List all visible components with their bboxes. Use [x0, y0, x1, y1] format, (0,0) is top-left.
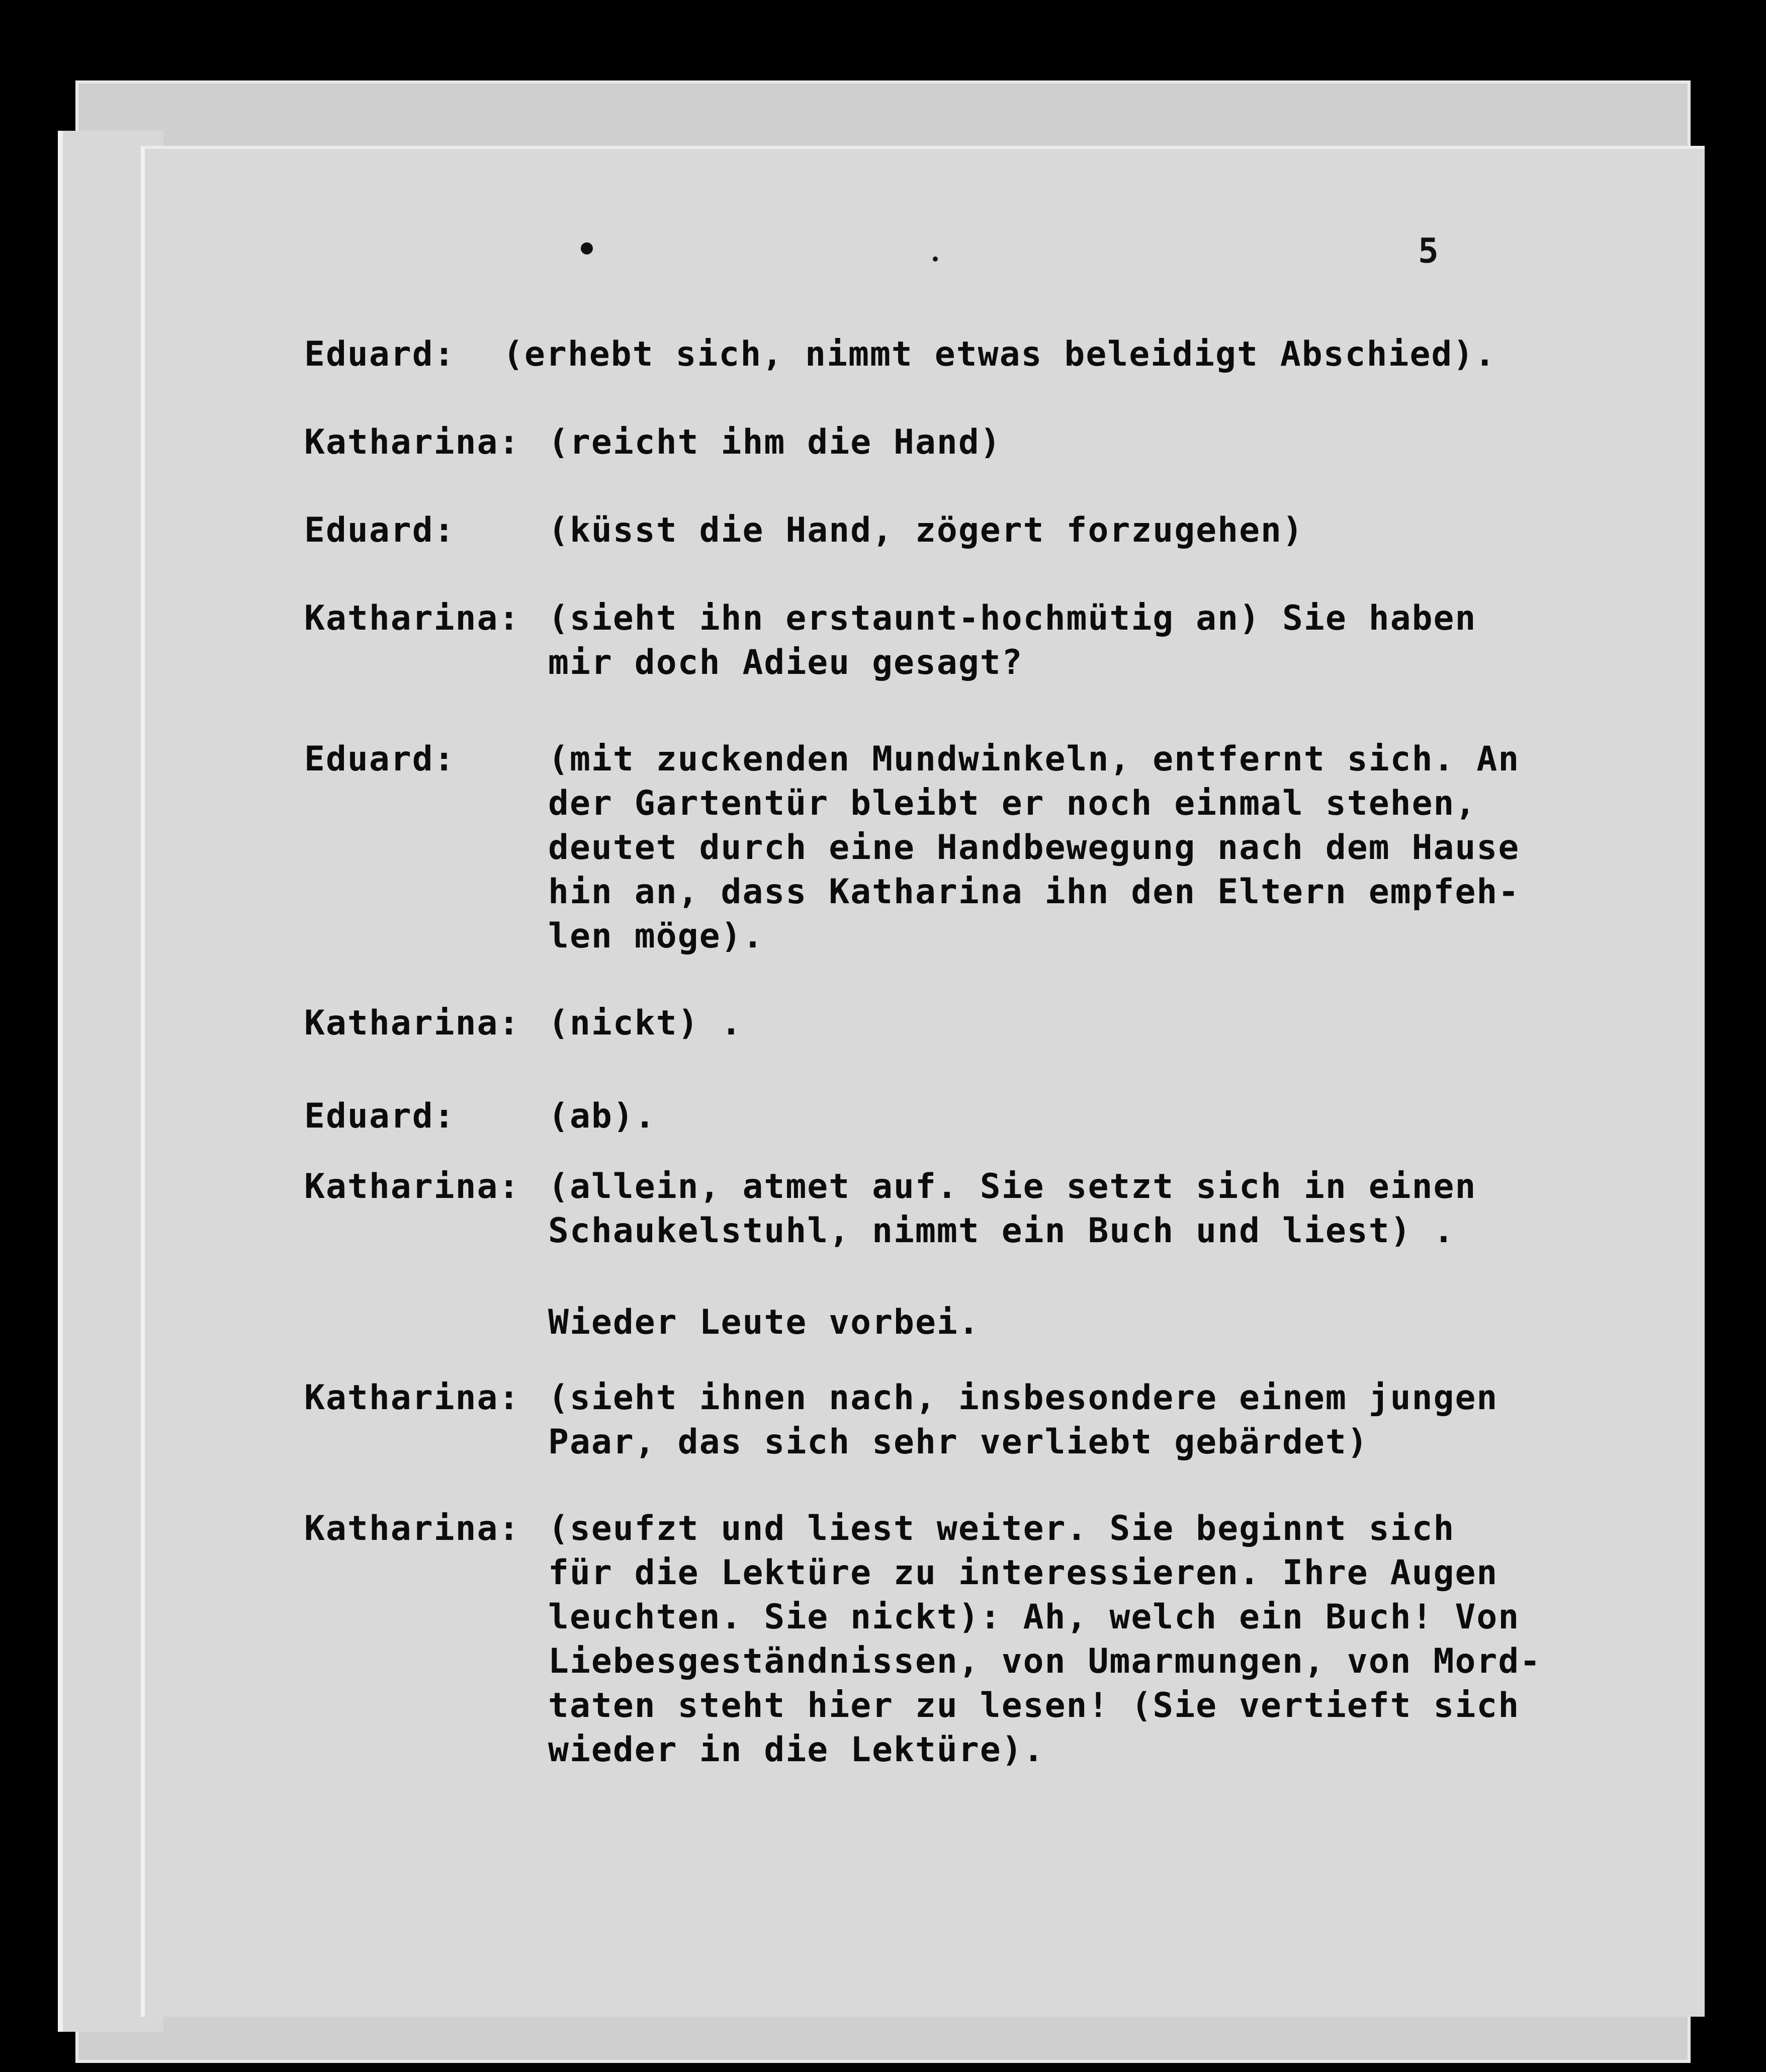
- dialogue-line: Schaukelstuhl, nimmt ein Buch und liest) .: [548, 1211, 1455, 1251]
- speaker-name: Eduard:: [304, 334, 456, 374]
- dialogue-line: (erhebt sich, nimmt etwas beleidigt Abschied).: [503, 334, 1496, 374]
- speaker-name: Eduard:: [304, 510, 456, 550]
- dialogue-line: leuchten. Sie nickt): Ah, welch ein Buch! Von: [548, 1597, 1520, 1637]
- punch-mark: [581, 242, 593, 254]
- speaker-name: Katharina:: [304, 1378, 520, 1418]
- dialogue-line: hin an, dass Katharina ihn den Eltern empfeh-: [548, 872, 1520, 912]
- dialogue-line: (küsst die Hand, zögert forzugehen): [548, 510, 1304, 550]
- speaker-name: Eduard:: [304, 1096, 456, 1136]
- dialogue-line: (reicht ihm die Hand): [548, 422, 1002, 462]
- dialogue-line: (seufzt und liest weiter. Sie beginnt sich: [548, 1509, 1455, 1548]
- speaker-name: Eduard:: [304, 739, 456, 779]
- speaker-name: Katharina:: [304, 1509, 520, 1548]
- dialogue-line: taten steht hier zu lesen! (Sie vertieft sich: [548, 1686, 1520, 1725]
- dialogue-line: (mit zuckenden Mundwinkeln, entfernt sich. An: [548, 739, 1520, 779]
- page-number: 5: [1418, 231, 1439, 271]
- dialogue-line: Liebesgeständnissen, von Umarmungen, von Mord-: [548, 1642, 1542, 1681]
- dialogue-line: (allein, atmet auf. Sie setzt sich in einen: [548, 1167, 1477, 1206]
- dialogue-line: mir doch Adieu gesagt?: [548, 643, 1023, 682]
- dialogue-line: (sieht ihn erstaunt-hochmütig an) Sie haben: [548, 598, 1477, 638]
- dot-mark: [933, 256, 938, 262]
- dialogue-line: (sieht ihnen nach, insbesondere einem jungen: [548, 1378, 1498, 1418]
- dialogue-line: der Gartentür bleibt er noch einmal stehen,: [548, 784, 1477, 823]
- dialogue-line: (nickt) .: [548, 1003, 743, 1043]
- dialogue-line: deutet durch eine Handbewegung nach dem Hause: [548, 828, 1520, 868]
- dialogue-line: für die Lektüre zu interessieren. Ihre Augen: [548, 1553, 1498, 1593]
- speaker-name: Katharina:: [304, 1167, 520, 1206]
- dialogue-line: Wieder Leute vorbei.: [548, 1303, 980, 1342]
- speaker-name: Katharina:: [304, 598, 520, 638]
- dialogue-line: len möge).: [548, 916, 764, 956]
- dialogue-line: (ab).: [548, 1096, 656, 1136]
- dialogue-line: wieder in die Lektüre).: [548, 1730, 1045, 1770]
- speaker-name: Katharina:: [304, 1003, 520, 1043]
- dialogue-line: Paar, das sich sehr verliebt gebärdet): [548, 1422, 1369, 1462]
- speaker-name: Katharina:: [304, 422, 520, 462]
